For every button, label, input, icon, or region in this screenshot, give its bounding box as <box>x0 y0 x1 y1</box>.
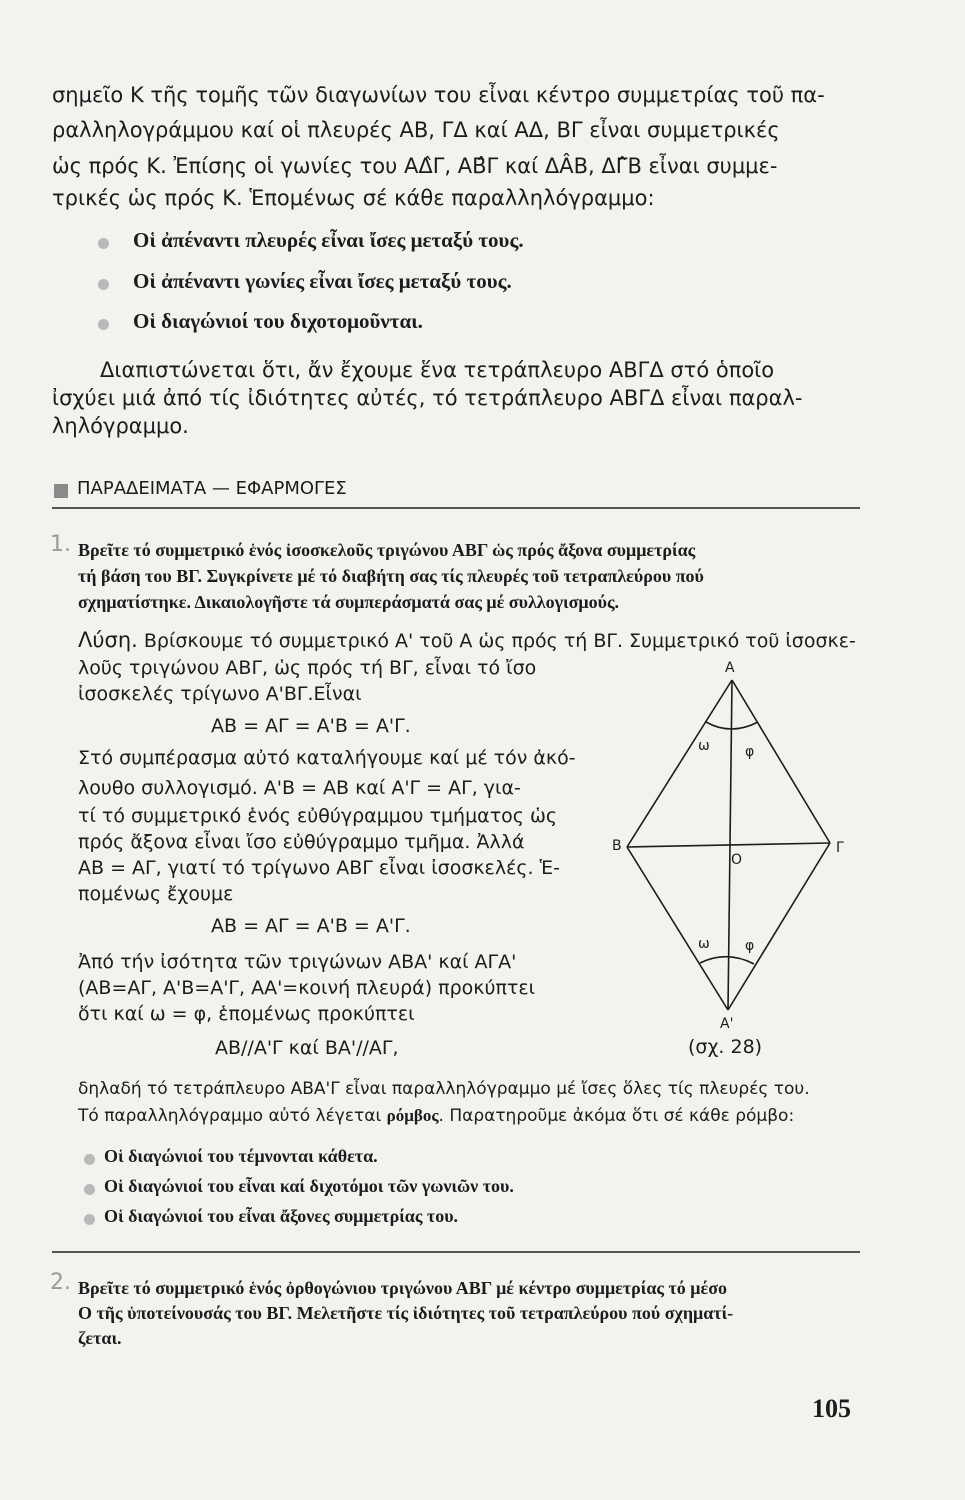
example-number: 1. <box>50 532 71 557</box>
bullet-icon <box>98 279 109 290</box>
text-line: δηλαδή τό τετράπλευρο ΑΒΑ'Γ εἶναι παραλληλόγραμμο μέ ἴσες ὅλες τίς πλευρές του. <box>78 1079 810 1099</box>
angle-arc-bottom <box>700 957 754 964</box>
text-line: ζεται. <box>78 1328 122 1348</box>
text-line: ΑΒ = ΑΓ, γιατί τό τρίγωνο ΑΒΓ εἶναι ἰσοσκελές. Ἑ- <box>78 857 560 879</box>
divider <box>52 507 860 509</box>
label-A: Α <box>725 660 735 676</box>
bullet-icon <box>84 1214 95 1225</box>
label-omega-top: ω <box>698 738 710 754</box>
label-omega-bottom: ω <box>698 936 710 952</box>
equation: ΑΒ = ΑΓ = Α'Β = Α'Γ. <box>211 915 411 937</box>
text-line: ἰσοσκελές τρίγωνο Α'ΒΓ.Εἶναι <box>78 683 362 705</box>
text-line: λοῦς τριγώνου ΑΒΓ, ὡς πρός τή ΒΓ, εἶναι τό ἴσο <box>78 657 537 679</box>
text-line: Ο τῆς ὑποτείνουσάς του ΒΓ. Μελετῆστε τίς ἰδιότητες τοῦ τετραπλεύρου πού σχηματί- <box>78 1303 734 1323</box>
text-part: . Παρατηροῦμε ἀκόμα ὅτι σέ κάθε ρόμβο: <box>438 1106 795 1126</box>
list-item: Οἱ διαγώνιοί του τέμνονται κάθετα. <box>104 1146 378 1166</box>
label-B: Β <box>612 838 622 854</box>
divider <box>52 1251 860 1253</box>
text-line: Βρεῖτε τό συμμετρικό ἑνός ἰσοσκελοῦς τριγώνου ΑΒΓ ὡς πρός ἄξονα συμμετρίας <box>78 540 696 560</box>
text-line: τρικές ὡς πρός Κ. Ἑπομένως σέ κάθε παραλληλόγραμμο: <box>52 186 655 210</box>
side-AB <box>627 680 732 847</box>
label-A-prime: Α' <box>720 1016 734 1030</box>
text-line: ἰσχύει μιά ἀπό τίς ἰδιότητες αὐτές, τό τετράπλευρο ΑΒΓΔ εἶναι παραλ- <box>52 386 803 410</box>
text-line: (ΑΒ=ΑΓ, Α'Β=Α'Γ, ΑΑ'=κοινή πλευρά) προκύπτει <box>78 977 536 999</box>
list-item: Οἱ διαγώνιοί του εἶναι ἄξονες συμμετρίας του. <box>104 1206 459 1226</box>
section-title: ΠΑΡΑΔΕΙΜΑΤΑ — ΕΦΑΡΜΟΓΕΣ <box>77 478 347 499</box>
text-line: ὡς πρός Κ. Ἐπίσης οἱ γωνίες του ΑΔ̂Γ, ΑΒ̂Γ καί ΔÂΒ, ΔΓ̂Β εἶναι συμμε- <box>52 154 778 178</box>
label-G: Γ <box>836 840 844 856</box>
list-item: Οἱ διαγώνιοί του διχοτομοῦνται. <box>133 309 423 333</box>
label-phi-top: φ <box>745 744 755 760</box>
section-marker-icon <box>54 484 68 498</box>
rhombus-term: ρόμβος <box>386 1106 439 1125</box>
side-BA-prime <box>627 847 728 1010</box>
solution-label: Λύση. <box>78 628 138 652</box>
text-line: πομένως ἔχουμε <box>78 883 234 905</box>
equation: ΑΒ = ΑΓ = Α'Β = Α'Γ. <box>211 715 411 737</box>
text-line: ραλληλογράμμου καί οἱ πλευρές ΑΒ, ΓΔ καί ΑΔ, ΒΓ εἶναι συμμετρικές <box>52 118 780 142</box>
side-AG <box>732 680 830 843</box>
text-line: Ἀπό τήν ἰσότητα τῶν τριγώνων ΑΒΑ' καί ΑΓΑ' <box>78 951 517 973</box>
list-item: Οἱ διαγώνιοί του εἶναι καί διχοτόμοι τῶν γωνιῶν του. <box>104 1176 514 1196</box>
bullet-icon <box>98 238 109 249</box>
text-part: Τό παραλληλόγραμμο αὐτό λέγεται <box>78 1106 387 1126</box>
text-line: τή βάση του ΒΓ. Συγκρίνετε μέ τό διαβήτη σας τίς πλευρές τοῦ τετραπλεύρου πού <box>78 566 704 586</box>
figure-caption: (σχ. 28) <box>688 1036 763 1058</box>
list-item: Οἱ ἀπέναντι πλευρές εἶναι ἴσες μεταξύ τους. <box>133 228 524 252</box>
text-line: τί τό συμμετρικό ἑνός εὐθύγραμμου τμήματος ὡς <box>78 805 558 827</box>
text-line: σχηματίστηκε. Δικαιολογῆστε τά συμπεράσματά σας μέ συλλογισμούς. <box>78 592 620 612</box>
solution-text: Βρίσκουμε τό συμμετρικό Α' τοῦ Α ὡς πρός τή ΒΓ. Συμμετρικό τοῦ ἰσοσκε- <box>137 630 856 652</box>
text-line: ὅτι καί ω = φ, ἑπομένως προκύπτει <box>78 1003 415 1025</box>
equation: ΑΒ//Α'Γ καί ΒΑ'//ΑΓ, <box>215 1037 399 1059</box>
text-line: πρός ἄξονα εἶναι ἴσο εὐθύγραμμο τμῆμα. Ἀλλά <box>78 831 525 853</box>
label-phi-bottom: φ <box>745 938 755 954</box>
rhombus-figure <box>600 650 860 1030</box>
page-number: 105 <box>812 1394 851 1423</box>
side-GA-prime <box>728 843 830 1010</box>
text-line: σημεῖο Κ τῆς τομῆς τῶν διαγωνίων του εἶναι κέντρο συμμετρίας τοῦ πα- <box>52 83 825 107</box>
text-line: Στό συμπέρασμα αὐτό καταλήγουμε καί μέ τόν ἀκό- <box>78 747 576 769</box>
text-line: ληλόγραμμο. <box>52 414 189 438</box>
text-line: λουθο συλλογισμό. Α'Β = ΑΒ καί Α'Γ = ΑΓ, για- <box>78 777 521 799</box>
diagonal-BG <box>627 843 830 847</box>
list-item: Οἱ ἀπέναντι γωνίες εἶναι ἴσες μεταξύ τους. <box>133 269 512 293</box>
bullet-icon <box>84 1184 95 1195</box>
bullet-icon <box>84 1154 95 1165</box>
example-number: 2. <box>50 1270 71 1295</box>
text-line: Βρεῖτε τό συμμετρικό ἑνός ὀρθογώνιου τριγώνου ΑΒΓ μέ κέντρο συμμετρίας τό μέσο <box>78 1278 727 1298</box>
text-line <box>78 1103 794 1129</box>
bullet-icon <box>98 319 109 330</box>
text-line: Διαπιστώνεται ὅτι, ἄν ἔχουμε ἕνα τετράπλευρο ΑΒΓΔ στό ὁποῖο <box>100 358 775 382</box>
label-O: Ο <box>731 852 743 868</box>
